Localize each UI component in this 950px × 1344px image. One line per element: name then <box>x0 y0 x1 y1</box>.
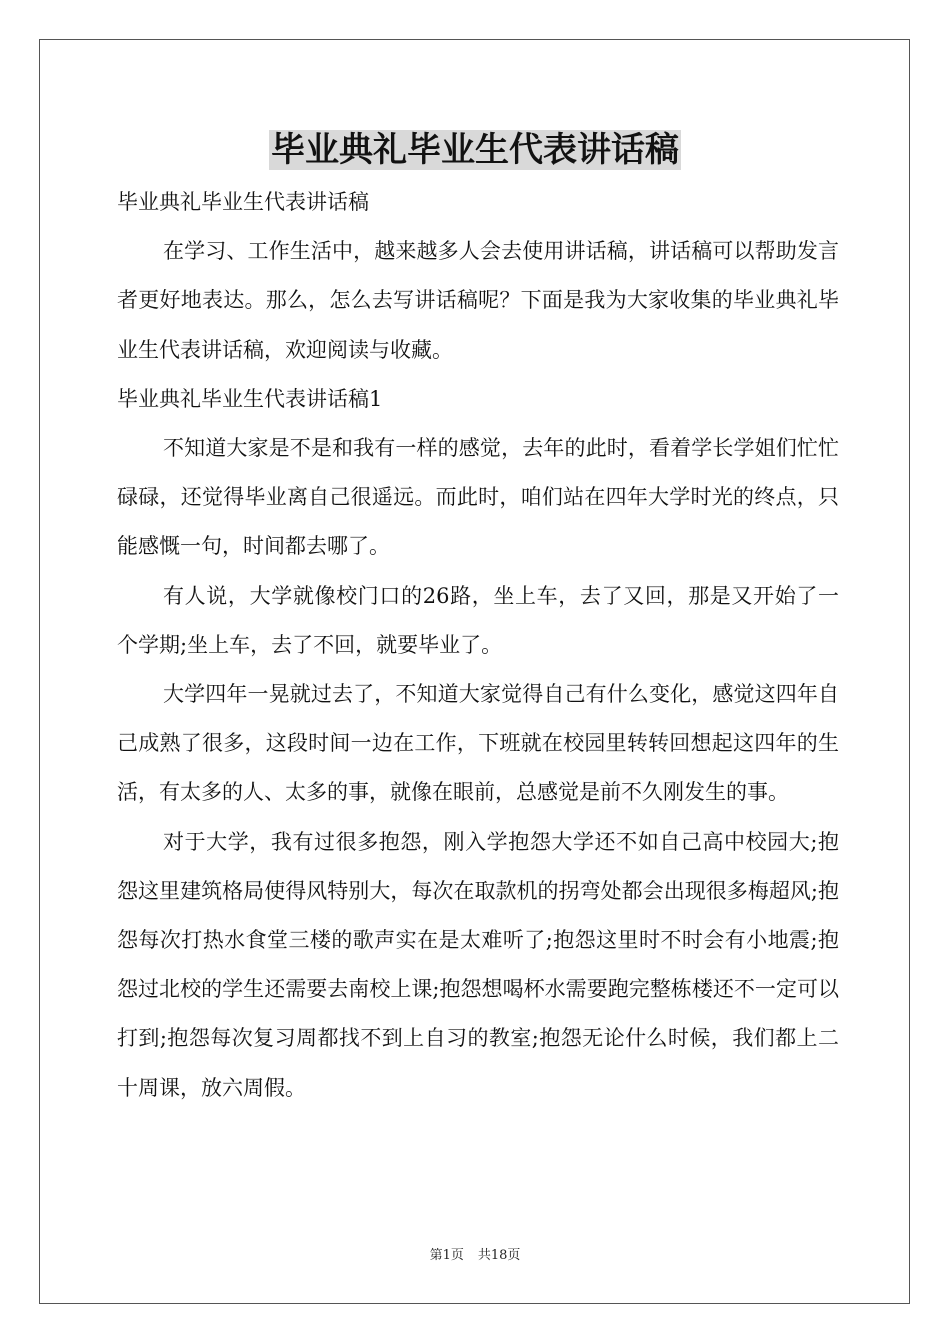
paragraph-body: 有人说，大学就像校门口的26路，坐上车，去了又回，那是又开始了一个学期;坐上车，去了不回，就要毕业了。 <box>117 583 839 657</box>
document-title-text: 毕业典礼毕业生代表讲话稿 <box>271 130 679 170</box>
page-number: 第1页 <box>429 1248 464 1263</box>
document-body <box>117 178 839 1113</box>
paragraph-body: 大学四年一晃就过去了，不知道大家觉得自己有什么变化，感觉这四年自己成熟了很多，这段时间一边在工作，下班就在校园里转转回想起这四年的生活，有太多的人、太多的事，就像在眼前，总感觉是前不久刚发生的事。 <box>117 682 839 805</box>
paragraph-body: 不知道大家是不是和我有一样的感觉，去年的此时，看着学长学姐们忙忙碌碌，还觉得毕业离自己很遥远。而此时，咱们站在四年大学时光的终点，只能感慨一句，时间都去哪了。 <box>117 436 839 559</box>
section-heading-1: 毕业典礼毕业生代表讲话稿1 <box>117 386 383 411</box>
paragraph-body: 对于大学，我有过很多抱怨，刚入学抱怨大学还不如自己高中校园大;抱怨这里建筑格局使得风特别大，每次在取款机的拐弯处都会出现很多梅超风;抱怨每次打热水食堂三楼的歌声实在是太难听了;抱怨这里时不时会有小地震;抱怨过北校的学生还需要去南校上课;抱怨想喝杯水需要跑完整栋楼还不一定可以打到;抱怨每次复习周都找不到上自习的教室;抱怨无论什么时候，我们都上二十周课，放六周假。 <box>117 829 839 1100</box>
page-footer <box>0 1247 950 1265</box>
paragraph-subtitle: 毕业典礼毕业生代表讲话稿 <box>117 190 369 214</box>
document-title <box>0 126 950 174</box>
paragraph-intro: 在学习、工作生活中，越来越多人会去使用讲话稿，讲话稿可以帮助发言者更好地表达。那么，怎么去写讲话稿呢？下面是我为大家收集的毕业典礼毕业生代表讲话稿，欢迎阅读与收藏。 <box>117 239 839 362</box>
page-total: 共18页 <box>477 1248 521 1263</box>
